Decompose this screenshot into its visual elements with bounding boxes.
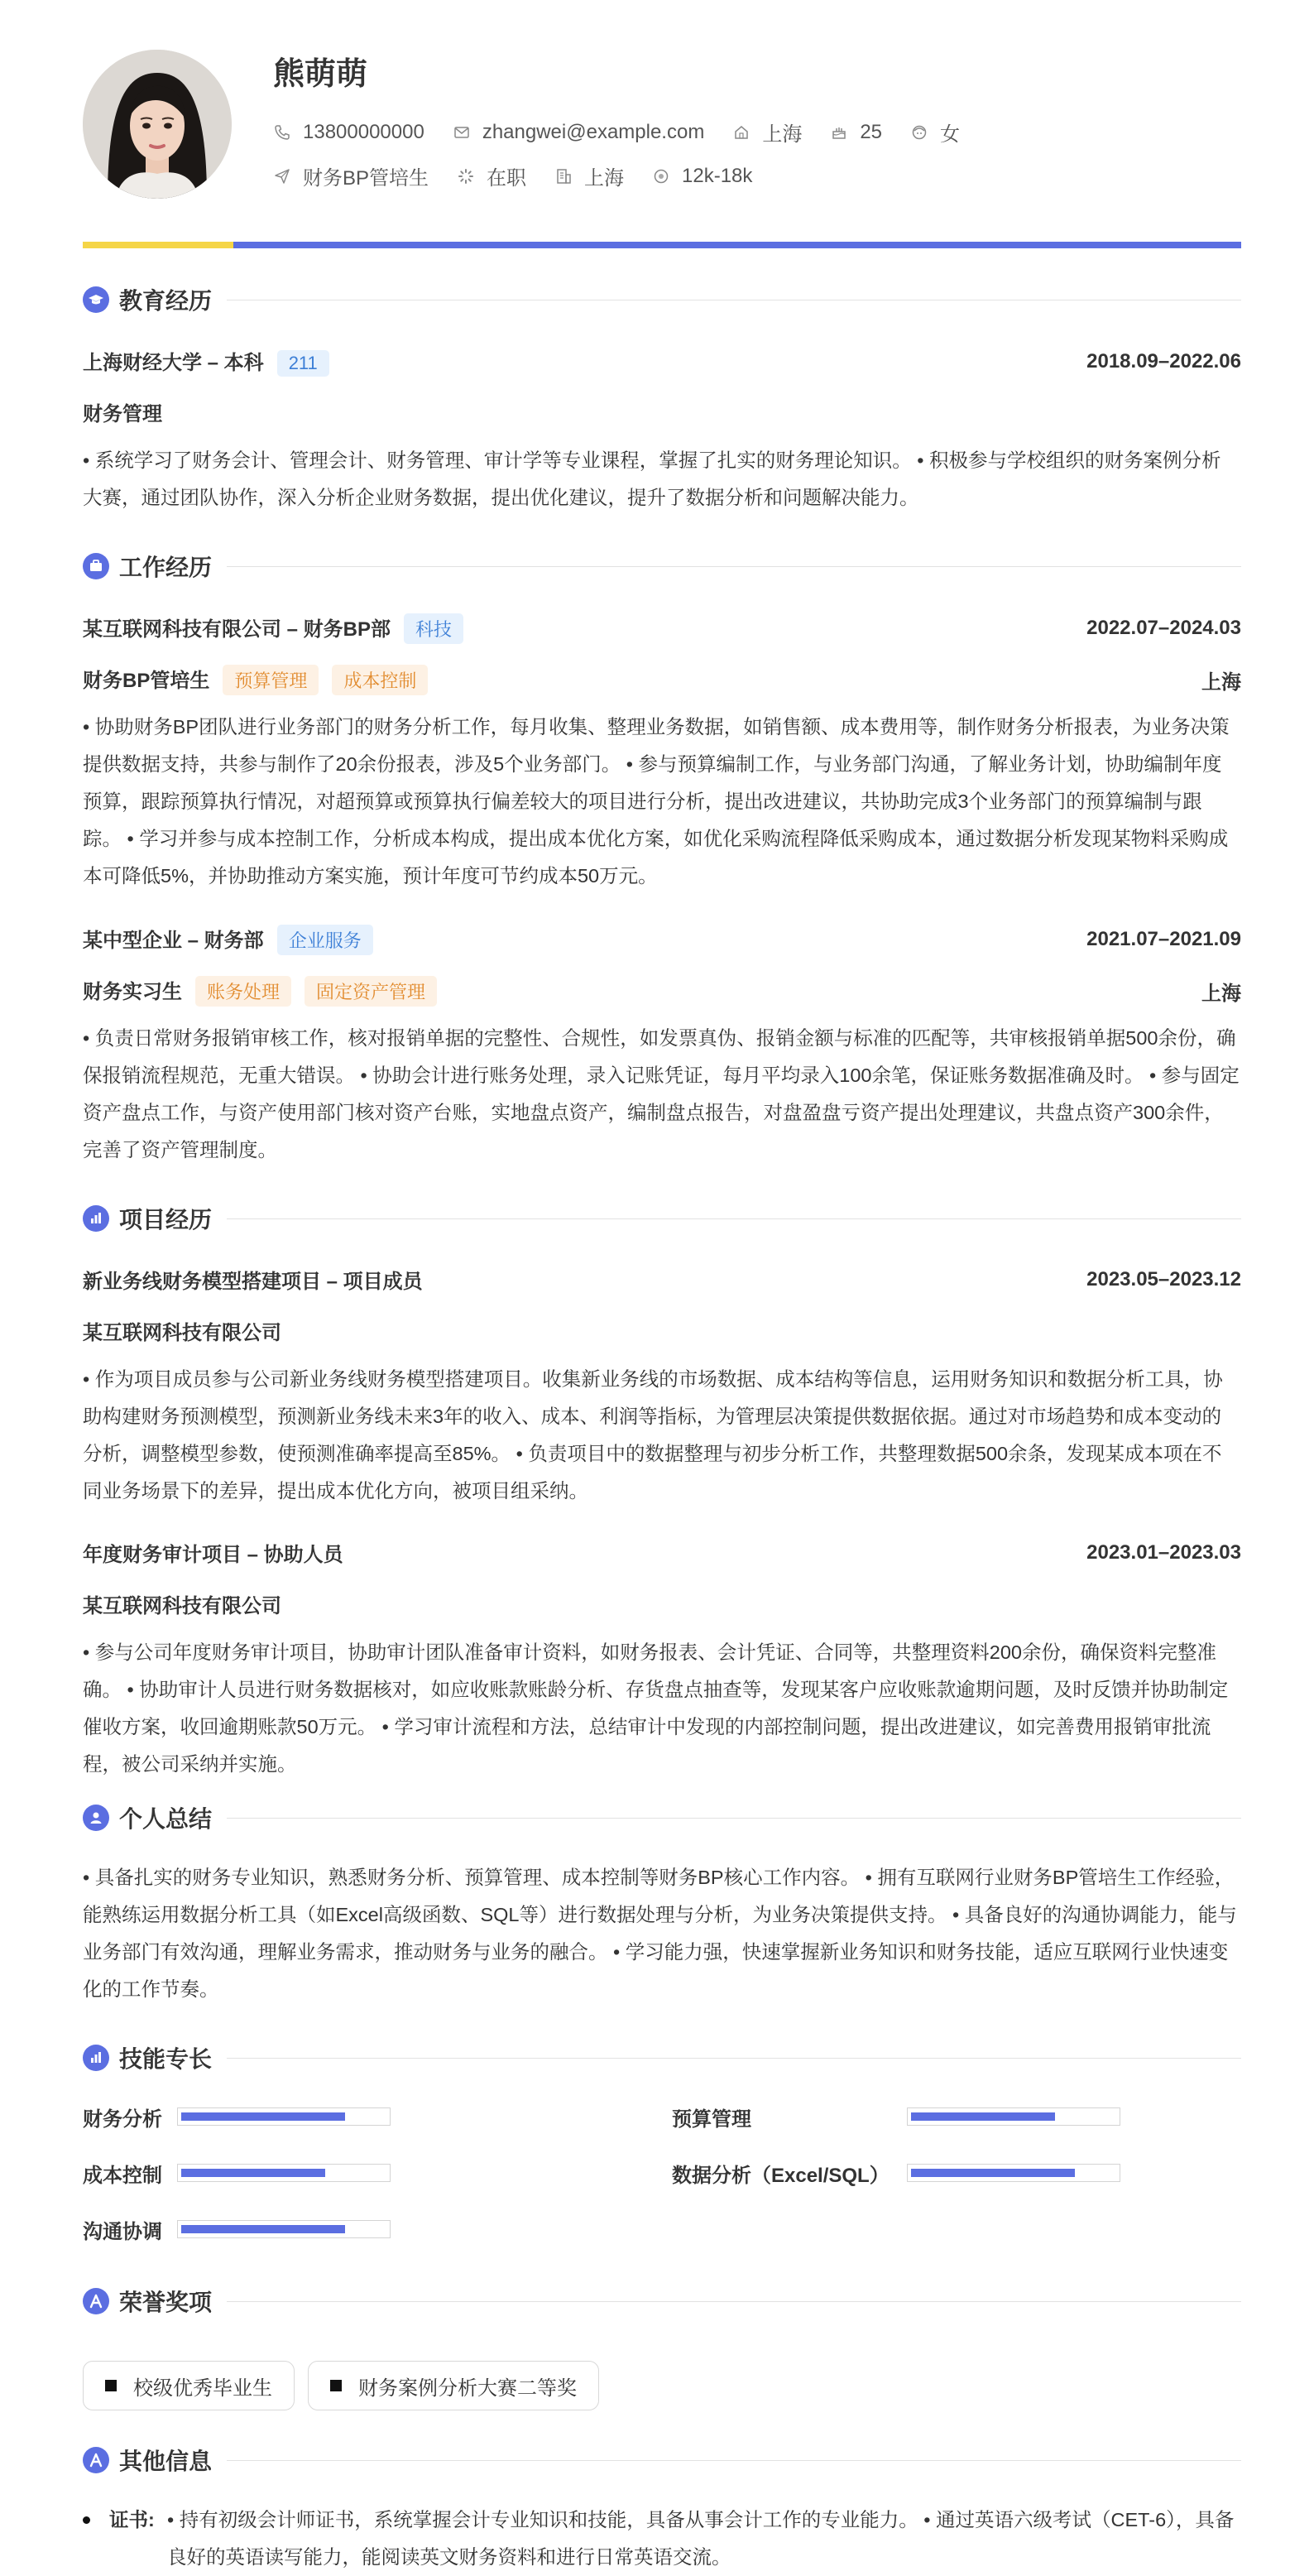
work-1-company — [83, 613, 463, 644]
section-title-summary: 个人总结 — [119, 1806, 213, 1832]
skill-bar-fill — [911, 2112, 1055, 2121]
bullet-dot-icon — [83, 2516, 90, 2524]
section-skills — [83, 2041, 1241, 2074]
chart-bars-icon — [83, 2045, 109, 2071]
work-1-role — [83, 664, 428, 695]
section-title-education: 教育经历 — [119, 288, 213, 314]
section-other — [83, 2444, 1241, 2477]
square-bullet-icon — [105, 2380, 117, 2391]
work-1-header-line — [83, 613, 1241, 644]
section-title-project: 项目经历 — [119, 1207, 213, 1233]
skill-bar-fill — [181, 2112, 345, 2121]
honor-chip — [83, 2361, 295, 2410]
project-2-title: 年度财务审计项目 – 协助人员 — [83, 1544, 343, 1566]
project-2-org: 某互联网科技有限公司 — [83, 1595, 281, 1617]
work-2-role — [83, 975, 437, 1007]
industry-tag: 企业服务 — [277, 925, 373, 955]
section-rule — [227, 1218, 1241, 1219]
other-text: • 持有初级会计师证书，系统掌握会计专业知识和技能，具备从事会计工作的专业能力。 • 通过英语六级考试（CET-6），具备良好的英语读写能力，能阅读英文财务资料和进行日常英语交流。 — [167, 2509, 1235, 2568]
age-text: 25 — [860, 120, 883, 143]
section-rule — [227, 1818, 1241, 1819]
skill-bar-fill — [181, 2169, 325, 2177]
chart-bars-icon — [83, 1205, 109, 1232]
company-text: 某互联网科技有限公司 – 财务BP部 — [83, 618, 391, 641]
summary-text: • 具备扎实的财务专业知识，熟悉财务分析、预算管理、成本控制等财务BP核心工作内容。 • 拥有互联网行业财务BP管培生工作经验，能熟练运用数据分析工具（如Excel高级函数、SQL等）进行数据处理与分析，为业务决策提供支持。 • 具备良好的沟通协调能力，能与业务部门有效沟通，理解业务需求，推动财务与业务的融合。 • 学习能力强，快速掌握新业务知识和财务技能，适应互联网行业快速变化的工作节奏。 — [83, 1867, 1237, 2000]
salary-item — [652, 165, 752, 188]
position-item — [273, 161, 429, 190]
email-text[interactable]: zhangwei@example.com — [482, 120, 705, 143]
section-rule — [227, 2301, 1241, 2302]
building-icon — [554, 167, 573, 185]
project-1-header-line — [83, 1265, 1241, 1294]
education-major: 财务管理 — [83, 403, 162, 425]
work-2-city: 上海 — [1201, 982, 1241, 1005]
award-icon — [83, 2447, 109, 2473]
candidate-name: 熊萌萌 — [273, 57, 368, 92]
industry-tag: 科技 — [404, 613, 463, 644]
home-icon — [732, 123, 751, 142]
honor-text: 校级优秀毕业生 — [133, 2377, 272, 2400]
gender-text: 女 — [940, 123, 961, 146]
skill-bar — [177, 2107, 391, 2126]
award-icon — [83, 2288, 109, 2314]
section-project — [83, 1202, 1241, 1235]
section-work — [83, 550, 1241, 583]
city-item — [732, 118, 802, 147]
project-2-description: • 参与公司年度财务审计项目，协助审计团队准备审计资料，如财务报表、会计凭证、合同等，共整理资料200余份，确保资料完整准确。 • 协助审计人员进行财务数据核对，如应收账款账龄分析、存货盘点抽查等，发现某客户应收账款逾期问题，及时反馈并协助制定催收方案，收回逾期账款50万元。 • 学习审计流程和方法，总结审计中发现的内部控制问题，提出改进建议，如完善费用报销审批流程，被公司采纳并实施。 — [83, 1641, 1229, 1775]
work-1-date: 2022.07–2024.03 — [1086, 617, 1241, 639]
target-city-item — [554, 161, 624, 190]
mail-icon — [453, 123, 471, 142]
loading-icon — [457, 167, 475, 185]
work-2-date: 2021.07–2021.09 — [1086, 928, 1241, 950]
section-education — [83, 283, 1241, 316]
cake-icon — [830, 123, 848, 142]
work-2-company — [83, 924, 373, 955]
section-honors — [83, 2285, 1241, 2318]
work-1-city: 上海 — [1201, 670, 1241, 694]
education-description: • 系统学习了财务会计、管理会计、财务管理、审计学等专业课程，掌握了扎实的财务理论知识。 • 积极参与学校组织的财务案例分析大赛，通过团队协作，深入分析企业财务数据，提出优化建议，提升了数据分析和问题解决能力。 — [83, 449, 1221, 508]
status-text: 在职 — [487, 167, 527, 190]
skill-bar — [907, 2164, 1120, 2182]
honor-chip — [308, 2361, 599, 2410]
project-2-date: 2023.01–2023.03 — [1086, 1540, 1241, 1564]
honor-text: 财务案例分析大赛二等奖 — [358, 2377, 577, 2400]
work-2-description: • 负责日常财务报销审核工作，核对报销单据的完整性、合规性，如发票真伪、报销金额与标准的匹配等，共审核报销单据500余份，确保报销流程规范，无重大错误。 • 协助会计进行账务处理，录入记账凭证，每月平均录入100余笔，保证账务数据准确及时。 • 参与固定资产盘点工作，与资产使用部门核对资产台账，实地盘点资产，编制盘点报告，对盘盈盘亏资产提出处理建议，共盘点资产300余件，完善了资产管理制度。 — [83, 1027, 1240, 1161]
work-2-role-line — [83, 975, 1241, 1007]
city-text: 上海 — [762, 123, 803, 146]
education-header-line — [83, 346, 1241, 377]
other-info-item — [83, 2502, 1241, 2576]
skill-tag: 账务处理 — [195, 976, 291, 1007]
user-icon — [83, 1805, 109, 1831]
section-summary — [83, 1801, 1241, 1834]
section-title-skills: 技能专长 — [119, 2046, 213, 2072]
briefcase-icon — [83, 553, 109, 579]
education-date: 2018.09–2022.06 — [1086, 349, 1241, 372]
face-icon — [910, 123, 928, 142]
project-2-org-line — [83, 1589, 1241, 1618]
age-item — [830, 121, 882, 144]
work-2-header-line — [83, 924, 1241, 955]
contact-row — [273, 118, 988, 147]
email-item — [453, 121, 705, 144]
skill-tag: 成本控制 — [332, 665, 428, 695]
role-text: 财务BP管培生 — [83, 670, 210, 692]
section-rule — [227, 2460, 1241, 2461]
skill-tag: 固定资产管理 — [305, 976, 437, 1007]
skill-label: 沟通协调 — [83, 2221, 162, 2243]
skill-label: 成本控制 — [83, 2165, 162, 2187]
section-title-other: 其他信息 — [119, 2449, 213, 2474]
role-text: 财务实习生 — [83, 981, 182, 1003]
section-title-honors: 荣誉奖项 — [119, 2290, 213, 2315]
section-rule — [227, 2058, 1241, 2059]
skill-bar — [907, 2107, 1120, 2126]
skill-bar — [177, 2220, 391, 2238]
project-1-org-line — [83, 1316, 1241, 1345]
company-text: 某中型企业 – 财务部 — [83, 930, 264, 952]
job-intent-row — [273, 161, 780, 190]
header-divider-bar — [83, 242, 1241, 248]
skill-bar-fill — [181, 2225, 345, 2233]
school-tag: 211 — [277, 350, 329, 377]
send-icon — [273, 167, 291, 185]
project-1-date: 2023.05–2023.12 — [1086, 1267, 1241, 1290]
coin-icon — [652, 167, 670, 185]
divider-yellow-segment — [83, 242, 233, 248]
gender-item — [910, 118, 960, 147]
phone-icon — [273, 123, 291, 142]
other-label: 证书: — [109, 2509, 155, 2530]
project-2-header-line — [83, 1538, 1241, 1567]
skill-label: 财务分析 — [83, 2108, 162, 2131]
graduation-cap-icon — [83, 286, 109, 313]
square-bullet-icon — [330, 2380, 342, 2391]
education-school — [83, 346, 329, 377]
education-major-line — [83, 397, 1241, 426]
target-city-text: 上海 — [584, 167, 625, 190]
project-1-title: 新业务线财务模型搭建项目 – 项目成员 — [83, 1271, 423, 1293]
skill-bar-fill — [911, 2169, 1075, 2177]
phone-item — [273, 121, 424, 144]
section-title-work: 工作经历 — [119, 555, 213, 580]
work-1-role-line — [83, 664, 1241, 695]
skill-bar — [177, 2164, 391, 2182]
salary-text: 12k-18k — [682, 164, 753, 187]
project-1-org: 某互联网科技有限公司 — [83, 1322, 281, 1344]
work-1-description: • 协助财务BP团队进行业务部门的财务分析工作，每月收集、整理业务数据，如销售额、成本费用等，制作财务分析报表，为业务决策提供数据支持，共参与制作了20余份报表，涉及5个业务部门。 • 参与预算编制工作，与业务部门沟通，了解业务计划，协助编制年度预算，跟踪预算执行情况，对超预算或预算执行偏差较大的项目进行分析，提出改进建议，共协助完成3个业务部门的预算编制与跟踪。 • 学习并参与成本控制工作，分析成本构成，提出成本优化方案，如优化采购流程降低采购成本，通过数据分析发现某物料采购成本可降低5%，并协助推动方案实施，预计年度可节约成本50万元。 — [83, 716, 1230, 887]
portrait-image — [83, 50, 232, 199]
position-text: 财务BP管培生 — [303, 167, 429, 190]
skill-tag: 预算管理 — [223, 665, 319, 695]
school-text: 上海财经大学 – 本科 — [83, 352, 264, 374]
skill-label: 预算管理 — [672, 2108, 751, 2131]
project-1-description: • 作为项目成员参与公司新业务线财务模型搭建项目。收集新业务线的市场数据、成本结构等信息，运用财务知识和数据分析工具，协助构建财务预测模型，预测新业务线未来3年的收入、成本、利润等指标，为管理层决策提供数据依据。通过对市场趋势和成本变动的分析，调整模型参数，使预测准确率提高至85%。 • 负责项目中的数据整理与初步分析工作，共整理数据500余条，发现某成本项在不同业务场景下的差异，提出成本优化方向，被项目组采纳。 — [83, 1368, 1223, 1502]
phone-text[interactable]: 13800000000 — [303, 120, 424, 143]
divider-blue-segment — [233, 242, 1241, 248]
status-item — [457, 161, 526, 190]
avatar — [83, 50, 232, 199]
section-rule — [227, 566, 1241, 567]
skill-label: 数据分析（Excel/SQL） — [672, 2165, 890, 2187]
